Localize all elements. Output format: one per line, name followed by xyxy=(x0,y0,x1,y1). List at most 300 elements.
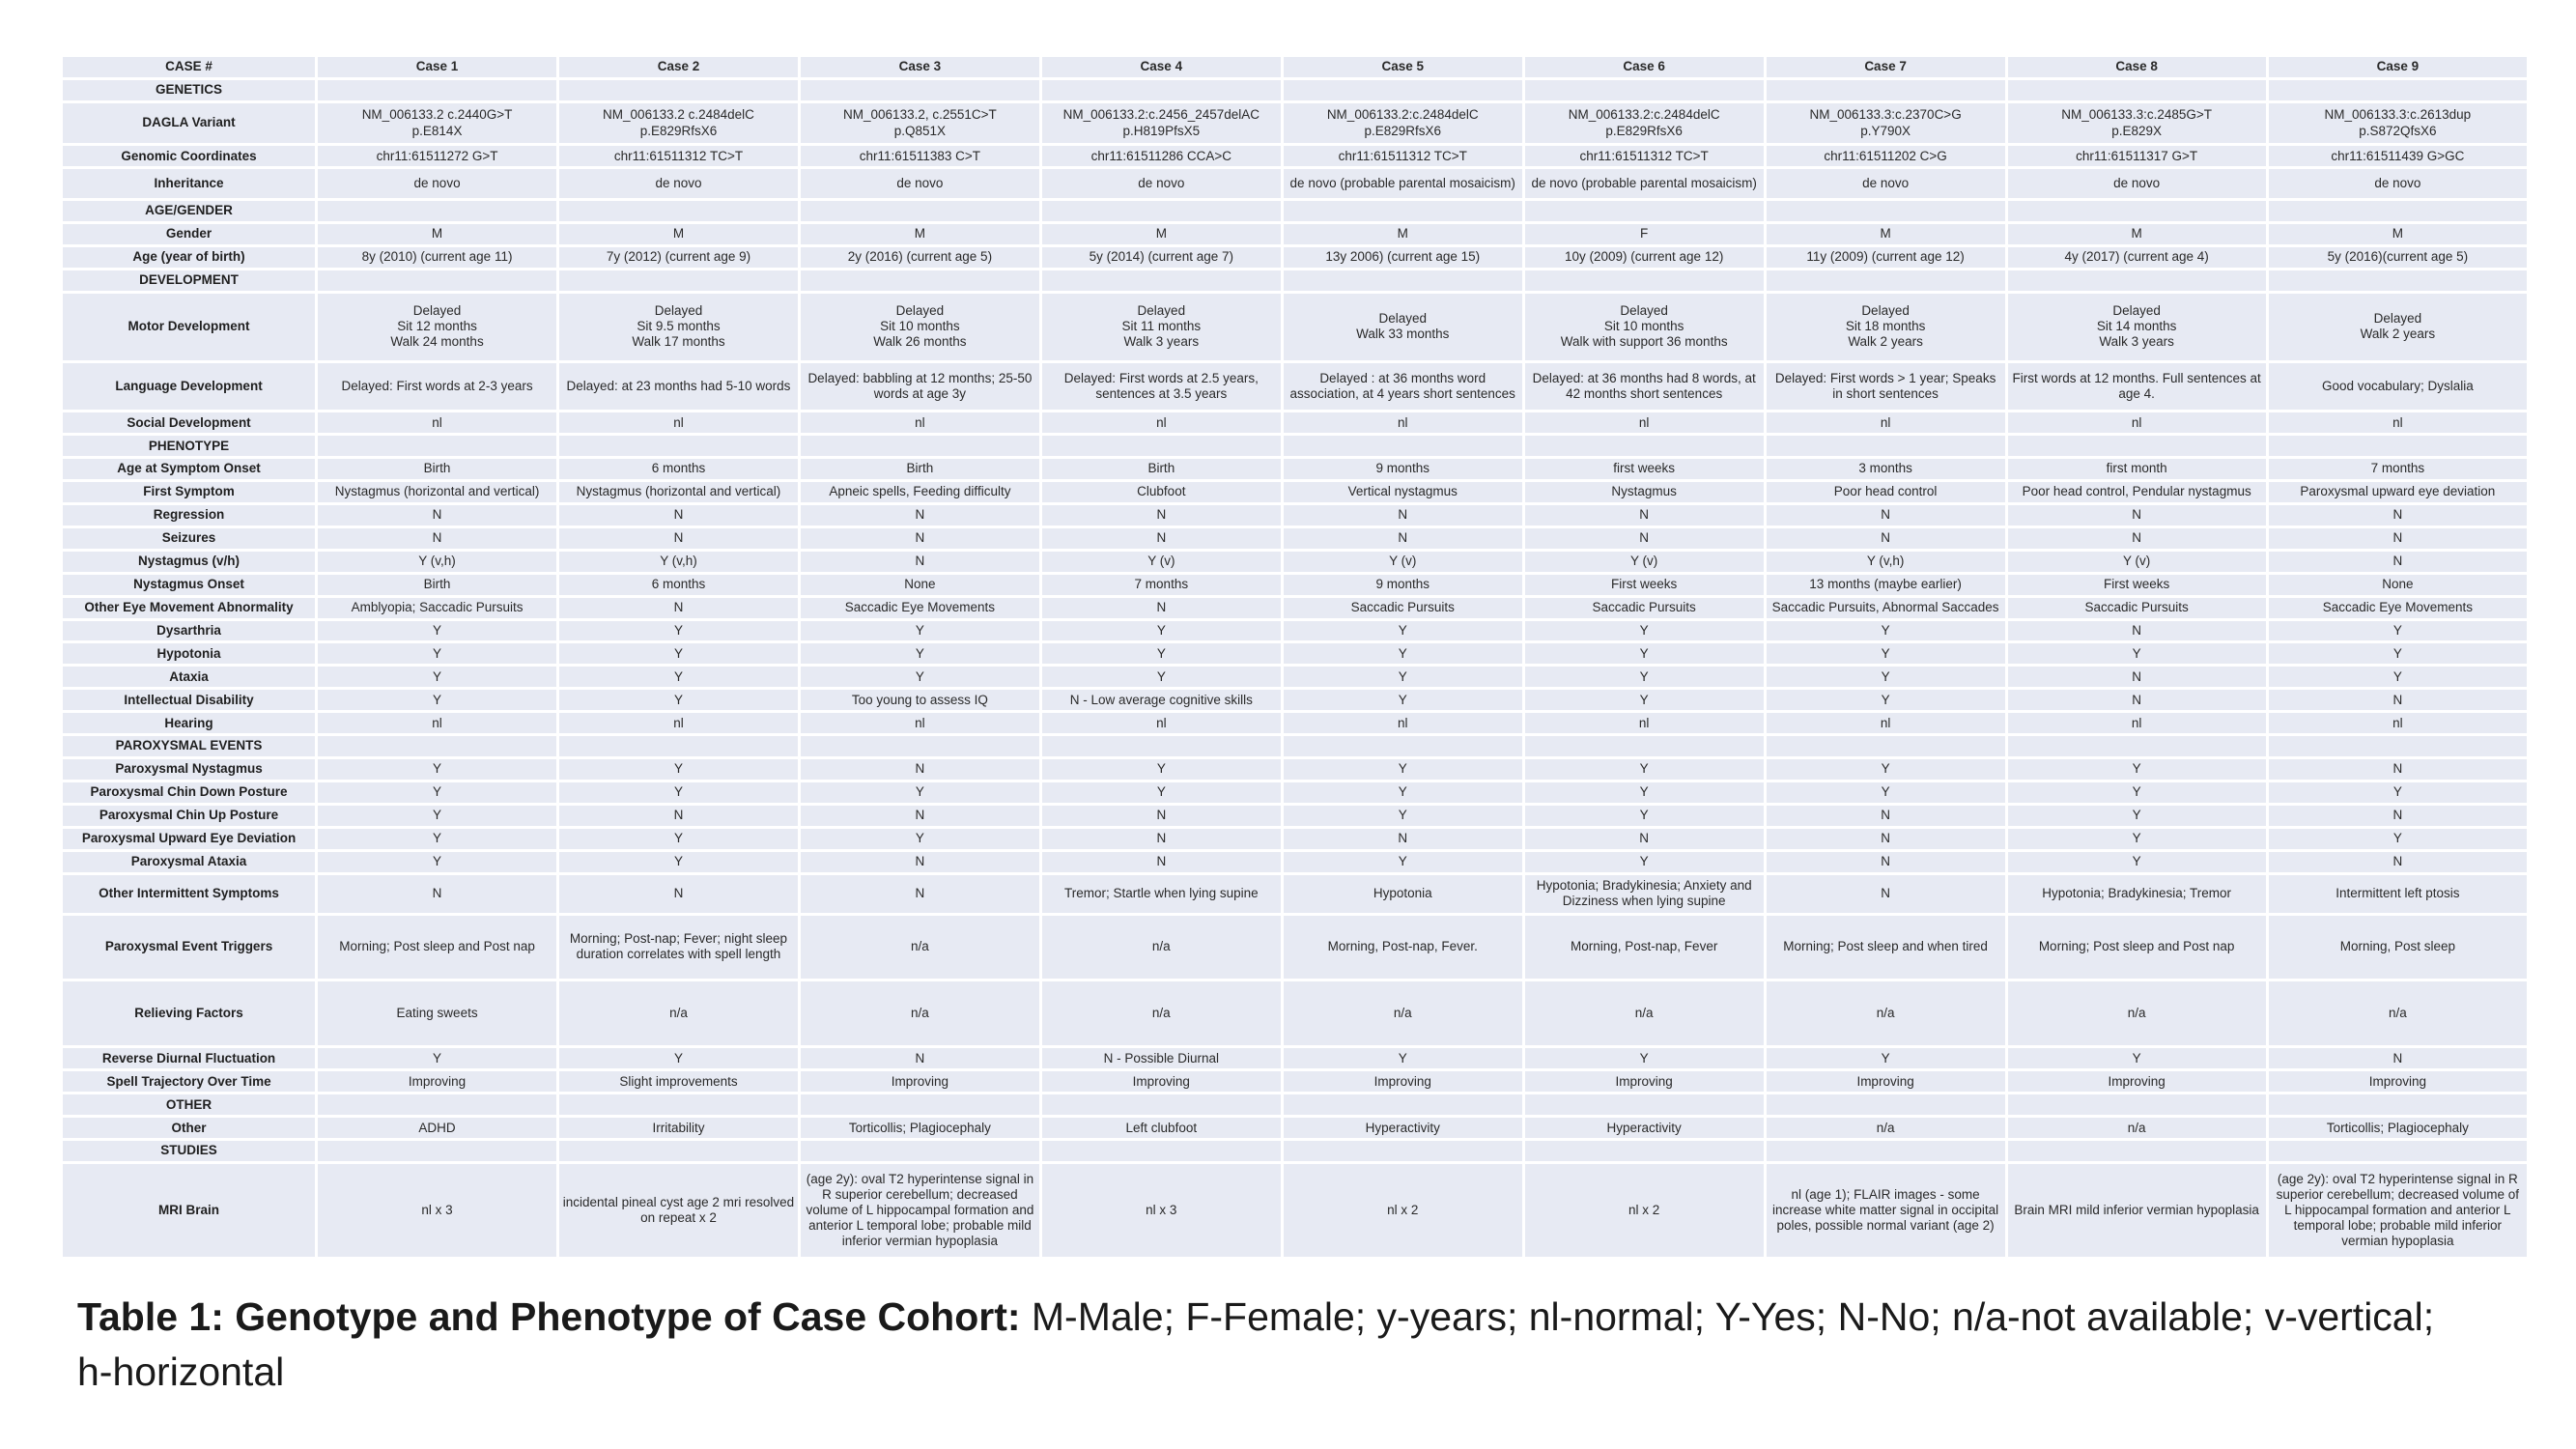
table-cell: Y xyxy=(1284,690,1522,710)
table-cell: Improving xyxy=(1767,1071,2005,1092)
table-cell: N xyxy=(1767,806,2005,826)
table-cell: nl xyxy=(1042,713,1281,733)
table-cell: Improving xyxy=(1042,1071,1281,1092)
table-cell: Saccadic Eye Movements xyxy=(801,598,1039,618)
table-cell: Hypotonia; Bradykinesia; Tremor xyxy=(2008,875,2266,914)
col-header-case-8: Case 8 xyxy=(2008,57,2266,77)
table-cell: Hyperactivity xyxy=(1525,1118,1764,1138)
table-cell: Poor head control xyxy=(1767,482,2005,502)
table-cell: Morning, Post-nap, Fever. xyxy=(1284,916,1522,978)
table-cell: Apneic spells, Feeding difficulty xyxy=(801,482,1039,502)
table-cell: Y (v,h) xyxy=(1767,552,2005,572)
table-cell: N xyxy=(1767,829,2005,849)
table-cell: Y xyxy=(2269,621,2527,641)
table-cell: N xyxy=(801,806,1039,826)
table-cell: N xyxy=(1042,806,1281,826)
row-paroxysmal-nystagmus xyxy=(63,759,2527,780)
table-cell: N xyxy=(559,806,798,826)
section-row-studies xyxy=(63,1141,2527,1161)
table-cell xyxy=(1284,436,1522,456)
table-cell: nl xyxy=(559,412,798,433)
table-cell: Clubfoot xyxy=(1042,482,1281,502)
row-intellectual-disability xyxy=(63,690,2527,710)
table-cell xyxy=(1042,80,1281,100)
row-nystagmus-v-h xyxy=(63,552,2527,572)
table-cell: nl xyxy=(801,713,1039,733)
table-cell xyxy=(2008,736,2266,756)
table-cell: Good vocabulary; Dyslalia xyxy=(2269,363,2527,410)
table-cell: Y xyxy=(318,829,556,849)
section-row-other xyxy=(63,1094,2527,1115)
table-cell: M xyxy=(801,224,1039,244)
table-cell: Y xyxy=(2008,806,2266,826)
table-cell: first month xyxy=(2008,459,2266,479)
row-label: Paroxysmal Chin Down Posture xyxy=(63,782,315,803)
table-cell: Left clubfoot xyxy=(1042,1118,1281,1138)
row-label: Other Intermittent Symptoms xyxy=(63,875,315,914)
table-cell: de novo xyxy=(318,169,556,198)
table-cell: Delayed: First words at 2.5 years, sentences at 3.5 years xyxy=(1042,363,1281,410)
table-cell: Nystagmus (horizontal and vertical) xyxy=(559,482,798,502)
table-cell xyxy=(1525,1141,1764,1161)
table-cell: 7 months xyxy=(2269,459,2527,479)
table-cell: de novo xyxy=(801,169,1039,198)
table-cell: Y xyxy=(559,782,798,803)
col-header-case-2: Case 2 xyxy=(559,57,798,77)
table-cell: Saccadic Pursuits xyxy=(2008,598,2266,618)
table-cell: M xyxy=(1284,224,1522,244)
table-cell: Y xyxy=(1767,621,2005,641)
row-language-development xyxy=(63,363,2527,410)
table-cell: N xyxy=(801,528,1039,549)
row-label: Nystagmus (v/h) xyxy=(63,552,315,572)
row-label: Age (year of birth) xyxy=(63,247,315,268)
table-cell: 5y (2014) (current age 7) xyxy=(1042,247,1281,268)
table-cell: N xyxy=(2008,505,2266,526)
table-cell xyxy=(2008,80,2266,100)
row-other-eye-movement-abnormality xyxy=(63,598,2527,618)
col-header-case-4: Case 4 xyxy=(1042,57,1281,77)
table-cell: N xyxy=(801,852,1039,872)
table-cell: Birth xyxy=(318,575,556,595)
table-cell: Y xyxy=(1284,621,1522,641)
table-cell: Y (v,h) xyxy=(559,552,798,572)
table-cell: N xyxy=(801,875,1039,914)
col-header-case-9: Case 9 xyxy=(2269,57,2527,77)
table-cell: Too young to assess IQ xyxy=(801,690,1039,710)
table-cell: Y xyxy=(1767,782,2005,803)
table-cell: N xyxy=(1525,505,1764,526)
table-cell: Y xyxy=(1767,643,2005,664)
table-cell: Saccadic Pursuits xyxy=(1284,598,1522,618)
table-cell: n/a xyxy=(1767,981,2005,1046)
table-cell: NM_006133.2:c.2484delC p.E829RfsX6 xyxy=(1525,103,1764,143)
row-dysarthria xyxy=(63,621,2527,641)
row-label: First Symptom xyxy=(63,482,315,502)
table-cell xyxy=(1284,270,1522,291)
table-cell: N xyxy=(2008,690,2266,710)
row-hearing xyxy=(63,713,2527,733)
table-cell: NM_006133.3:c.2370C>G p.Y790X xyxy=(1767,103,2005,143)
row-label: Paroxysmal Upward Eye Deviation xyxy=(63,829,315,849)
table-cell: n/a xyxy=(559,981,798,1046)
table-cell: Y xyxy=(801,643,1039,664)
table-cell: Y (v) xyxy=(2008,552,2266,572)
row-gender xyxy=(63,224,2527,244)
table-cell xyxy=(2008,436,2266,456)
table-cell: N xyxy=(801,552,1039,572)
table-cell: ADHD xyxy=(318,1118,556,1138)
table-cell: NM_006133.2 c.2440G>T p.E814X xyxy=(318,103,556,143)
table-cell xyxy=(1284,736,1522,756)
table-cell: Birth xyxy=(801,459,1039,479)
table-cell: Irritability xyxy=(559,1118,798,1138)
table-cell: Y xyxy=(1284,852,1522,872)
table-cell: nl xyxy=(318,713,556,733)
table-cell: N xyxy=(2008,528,2266,549)
table-cell: N xyxy=(2269,806,2527,826)
table-cell: 11y (2009) (current age 12) xyxy=(1767,247,2005,268)
row-other xyxy=(63,1118,2527,1138)
table-cell: Torticollis; Plagiocephaly xyxy=(2269,1118,2527,1138)
table-cell: 10y (2009) (current age 12) xyxy=(1525,247,1764,268)
table-cell: N - Possible Diurnal xyxy=(1042,1048,1281,1068)
table-cell: de novo xyxy=(1767,169,2005,198)
table-cell: n/a xyxy=(1284,981,1522,1046)
table-cell: de novo xyxy=(2008,169,2266,198)
row-spell-trajectory-over-time xyxy=(63,1071,2527,1092)
row-label: Hearing xyxy=(63,713,315,733)
table-cell: nl xyxy=(2008,713,2266,733)
row-label: Language Development xyxy=(63,363,315,410)
table-cell: nl xyxy=(559,713,798,733)
table-cell: Morning, Post-nap, Fever xyxy=(1525,916,1764,978)
table-cell xyxy=(1284,1094,1522,1115)
table-cell: M xyxy=(2008,224,2266,244)
col-header-case-5: Case 5 xyxy=(1284,57,1522,77)
table-cell xyxy=(1525,80,1764,100)
section-row-genetics xyxy=(63,80,2527,100)
table-cell: Y xyxy=(318,806,556,826)
table-cell xyxy=(559,80,798,100)
table-cell xyxy=(318,201,556,221)
section-label: DEVELOPMENT xyxy=(63,270,315,291)
row-nystagmus-onset xyxy=(63,575,2527,595)
row-label: Reverse Diurnal Fluctuation xyxy=(63,1048,315,1068)
table-cell: Slight improvements xyxy=(559,1071,798,1092)
table-cell: Saccadic Pursuits xyxy=(1525,598,1764,618)
row-label: Nystagmus Onset xyxy=(63,575,315,595)
table-cell: N xyxy=(1284,505,1522,526)
table-cell: n/a xyxy=(1767,1118,2005,1138)
table-cell xyxy=(1042,201,1281,221)
table-cell xyxy=(1042,736,1281,756)
table-cell: NM_006133.3:c.2485G>T p.E829X xyxy=(2008,103,2266,143)
row-first-symptom xyxy=(63,482,2527,502)
table-cell xyxy=(318,736,556,756)
row-label: Relieving Factors xyxy=(63,981,315,1046)
table-cell: Y xyxy=(1525,643,1764,664)
table-cell: nl xyxy=(2269,412,2527,433)
table-cell: Y xyxy=(559,829,798,849)
table-cell: N xyxy=(559,528,798,549)
row-paroxysmal-upward-eye-deviation xyxy=(63,829,2527,849)
table-cell: NM_006133.2:c.2456_2457delAC p.H819PfsX5 xyxy=(1042,103,1281,143)
table-cell: chr11:61511312 TC>T xyxy=(1284,146,1522,166)
table-cell xyxy=(2008,270,2266,291)
table-cell: Y xyxy=(1525,621,1764,641)
table-cell: 13 months (maybe earlier) xyxy=(1767,575,2005,595)
table-cell xyxy=(1525,270,1764,291)
table-cell: nl x 2 xyxy=(1525,1164,1764,1257)
row-label: Paroxysmal Event Triggers xyxy=(63,916,315,978)
table-cell xyxy=(1767,1094,2005,1115)
table-cell: Y xyxy=(318,667,556,687)
section-row-phenotype xyxy=(63,436,2527,456)
table-cell: Torticollis; Plagiocephaly xyxy=(801,1118,1039,1138)
row-label: Paroxysmal Nystagmus xyxy=(63,759,315,780)
row-label: Regression xyxy=(63,505,315,526)
table-cell xyxy=(2008,1141,2266,1161)
table-cell: M xyxy=(1767,224,2005,244)
table-cell: N xyxy=(2269,1048,2527,1068)
table-cell: Paroxysmal upward eye deviation xyxy=(2269,482,2527,502)
table-cell: 13y 2006) (current age 15) xyxy=(1284,247,1522,268)
table-cell: Nystagmus xyxy=(1525,482,1764,502)
table-cell: Y xyxy=(2269,829,2527,849)
table-cell: Y xyxy=(2008,829,2266,849)
table-cell: chr11:61511312 TC>T xyxy=(1525,146,1764,166)
table-cell xyxy=(801,201,1039,221)
table-cell: Y xyxy=(318,621,556,641)
table-cell: Birth xyxy=(318,459,556,479)
row-regression xyxy=(63,505,2527,526)
table-cell: nl x 2 xyxy=(1284,1164,1522,1257)
table-cell: Saccadic Eye Movements xyxy=(2269,598,2527,618)
table-cell: Nystagmus (horizontal and vertical) xyxy=(318,482,556,502)
row-label: DAGLA Variant xyxy=(63,103,315,143)
table-cell: chr11:61511317 G>T xyxy=(2008,146,2266,166)
table-cell xyxy=(2269,80,2527,100)
table-cell xyxy=(1284,201,1522,221)
table-cell xyxy=(1525,736,1764,756)
table-cell: N xyxy=(2269,690,2527,710)
table-cell: Y xyxy=(1284,1048,1522,1068)
table-cell: Y xyxy=(318,643,556,664)
table-cell: Y xyxy=(559,852,798,872)
table-cell: Y xyxy=(801,667,1039,687)
table-cell: NM_006133.2 c.2484delC p.E829RfsX6 xyxy=(559,103,798,143)
row-label: Other Eye Movement Abnormality xyxy=(63,598,315,618)
section-label: AGE/GENDER xyxy=(63,201,315,221)
row-age-year-of-birth xyxy=(63,247,2527,268)
table-cell: Y xyxy=(1284,643,1522,664)
section-row-paroxysmal-events xyxy=(63,736,2527,756)
table-cell: M xyxy=(318,224,556,244)
table-cell: Y xyxy=(559,621,798,641)
table-cell: Amblyopia; Saccadic Pursuits xyxy=(318,598,556,618)
table-cell: N xyxy=(2269,528,2527,549)
table-cell: N xyxy=(559,875,798,914)
table-cell: Morning; Post sleep and Post nap xyxy=(318,916,556,978)
table-cell: M xyxy=(2269,224,2527,244)
table-cell: Y xyxy=(1525,667,1764,687)
table-cell: N xyxy=(1042,528,1281,549)
table-cell: Y xyxy=(318,782,556,803)
table-cell xyxy=(559,736,798,756)
table-cell: Improving xyxy=(801,1071,1039,1092)
table-cell xyxy=(1767,436,2005,456)
table-cell: Y xyxy=(1042,782,1281,803)
table-cell: Y xyxy=(559,690,798,710)
table-cell: N xyxy=(2269,759,2527,780)
table-cell xyxy=(318,1094,556,1115)
table-cell: None xyxy=(2269,575,2527,595)
table-cell: Y xyxy=(2008,782,2266,803)
table-cell: N xyxy=(1042,829,1281,849)
table-cell: Improving xyxy=(2269,1071,2527,1092)
table-cell: NM_006133.2, c.2551C>T p.Q851X xyxy=(801,103,1039,143)
table-cell: nl xyxy=(1525,713,1764,733)
table-cell xyxy=(1042,1094,1281,1115)
table-cell: de novo xyxy=(1042,169,1281,198)
row-label: Inheritance xyxy=(63,169,315,198)
table-cell: nl xyxy=(1767,412,2005,433)
table-cell: chr11:61511312 TC>T xyxy=(559,146,798,166)
table-cell: Improving xyxy=(318,1071,556,1092)
table-cell: n/a xyxy=(1042,916,1281,978)
table-cell xyxy=(559,1094,798,1115)
table-cell: Y xyxy=(801,782,1039,803)
table-cell: N xyxy=(318,505,556,526)
table-cell xyxy=(2008,1094,2266,1115)
table-cell: Morning, Post sleep xyxy=(2269,916,2527,978)
section-label: PHENOTYPE xyxy=(63,436,315,456)
table-cell xyxy=(801,736,1039,756)
table-cell: Delayed Sit 9.5 months Walk 17 months xyxy=(559,294,798,360)
table-cell: Y xyxy=(1525,759,1764,780)
row-other-intermittent-symptoms xyxy=(63,875,2527,914)
table-cell xyxy=(2269,436,2527,456)
table-cell xyxy=(559,270,798,291)
table-cell: nl xyxy=(1284,412,1522,433)
table-cell: Y xyxy=(1767,759,2005,780)
row-label: Dysarthria xyxy=(63,621,315,641)
table-cell: incidental pineal cyst age 2 mri resolved on repeat x 2 xyxy=(559,1164,798,1257)
table-cell: Y xyxy=(559,759,798,780)
header-row xyxy=(63,57,2527,77)
case-cohort-table-container xyxy=(60,54,2530,1260)
table-cell: Y xyxy=(559,1048,798,1068)
table-cell xyxy=(1767,1141,2005,1161)
table-cell: 9 months xyxy=(1284,459,1522,479)
table-cell: N xyxy=(1767,852,2005,872)
table-cell: Birth xyxy=(1042,459,1281,479)
table-cell: Y xyxy=(1042,643,1281,664)
table-cell: Hyperactivity xyxy=(1284,1118,1522,1138)
table-cell: N xyxy=(801,1048,1039,1068)
table-cell: N xyxy=(1767,505,2005,526)
table-cell xyxy=(1284,1141,1522,1161)
table-cell: N xyxy=(2008,621,2266,641)
row-label: Gender xyxy=(63,224,315,244)
table-cell: Y xyxy=(2269,643,2527,664)
table-cell xyxy=(801,436,1039,456)
table-cell: Delayed: First words > 1 year; Speaks in short sentences xyxy=(1767,363,2005,410)
table-cell: Delayed Sit 14 months Walk 3 years xyxy=(2008,294,2266,360)
table-cell: nl xyxy=(801,412,1039,433)
row-label: MRI Brain xyxy=(63,1164,315,1257)
table-cell xyxy=(1284,80,1522,100)
table-cell: Y xyxy=(1767,1048,2005,1068)
table-cell: chr11:61511383 C>T xyxy=(801,146,1039,166)
section-label: OTHER xyxy=(63,1094,315,1115)
table-cell: chr11:61511202 C>G xyxy=(1767,146,2005,166)
table-cell xyxy=(1042,436,1281,456)
table-cell: n/a xyxy=(1525,981,1764,1046)
table-cell: 5y (2016)(current age 5) xyxy=(2269,247,2527,268)
col-header-case-6: Case 6 xyxy=(1525,57,1764,77)
table-cell: N xyxy=(559,505,798,526)
table-cell: Delayed Walk 2 years xyxy=(2269,294,2527,360)
table-cell: Y xyxy=(1284,782,1522,803)
table-cell: M xyxy=(559,224,798,244)
table-cell: Y xyxy=(1525,806,1764,826)
table-cell: Y xyxy=(1767,667,2005,687)
table-cell: Delayed Sit 10 months Walk 26 months xyxy=(801,294,1039,360)
row-label: Seizures xyxy=(63,528,315,549)
table-cell xyxy=(2269,736,2527,756)
row-label: Genomic Coordinates xyxy=(63,146,315,166)
table-cell: Delayed: First words at 2-3 years xyxy=(318,363,556,410)
table-cell: First weeks xyxy=(2008,575,2266,595)
table-cell: nl xyxy=(1525,412,1764,433)
table-cell: nl xyxy=(2269,713,2527,733)
table-cell: 8y (2010) (current age 11) xyxy=(318,247,556,268)
table-cell: Hypotonia; Bradykinesia; Anxiety and Dizziness when lying supine xyxy=(1525,875,1764,914)
table-cell: Delayed: at 36 months had 8 words, at 42 months short sentences xyxy=(1525,363,1764,410)
table-cell: chr11:61511286 CCA>C xyxy=(1042,146,1281,166)
table-cell: F xyxy=(1525,224,1764,244)
col-header-case-1: Case 1 xyxy=(318,57,556,77)
table-cell xyxy=(801,1094,1039,1115)
table-cell: Y xyxy=(318,690,556,710)
table-cell: N xyxy=(318,528,556,549)
row-label: Intellectual Disability xyxy=(63,690,315,710)
table-cell: n/a xyxy=(801,916,1039,978)
table-cell: N - Low average cognitive skills xyxy=(1042,690,1281,710)
table-cell: N xyxy=(1042,598,1281,618)
table-cell: N xyxy=(1767,875,2005,914)
table-cell: Y xyxy=(1525,1048,1764,1068)
table-cell xyxy=(1042,270,1281,291)
section-row-age-gender xyxy=(63,201,2527,221)
table-cell: N xyxy=(2269,852,2527,872)
table-cell: de novo xyxy=(2269,169,2527,198)
row-age-at-symptom-onset xyxy=(63,459,2527,479)
table-cell: nl x 3 xyxy=(1042,1164,1281,1257)
table-cell: Y xyxy=(2008,759,2266,780)
row-reverse-diurnal-fluctuation xyxy=(63,1048,2527,1068)
table-cell xyxy=(318,80,556,100)
table-cell: Y xyxy=(318,852,556,872)
row-genomic-coordinates xyxy=(63,146,2527,166)
col-header-case-number: CASE # xyxy=(63,57,315,77)
table-cell: (age 2y): oval T2 hyperintense signal in R superior cerebellum; decreased volume of L hippocampal formation and anterior L temporal lobe; probable mild inferior vermian hypoplasia xyxy=(801,1164,1039,1257)
table-cell: 3 months xyxy=(1767,459,2005,479)
row-relieving-factors xyxy=(63,981,2527,1046)
table-cell: Y xyxy=(1284,667,1522,687)
